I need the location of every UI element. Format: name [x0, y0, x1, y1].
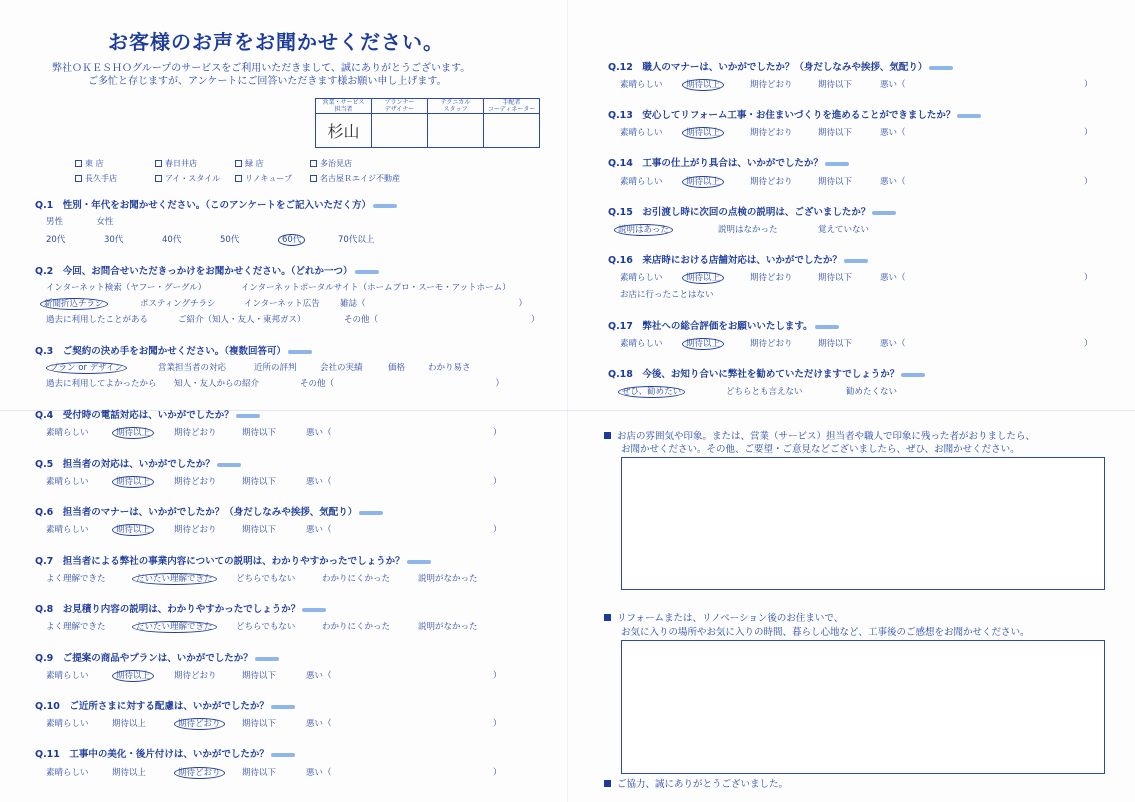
option[interactable]: 素晴らしい	[620, 80, 663, 90]
bullet-icon	[604, 614, 611, 621]
option[interactable]: 素晴らしい	[620, 273, 663, 283]
store-checkbox[interactable]: アイ・スタイル	[155, 173, 235, 184]
q18-options	[618, 385, 897, 397]
highlight-mark	[359, 511, 383, 515]
option[interactable]: 期待どおり	[750, 177, 793, 187]
option[interactable]: 素晴らしい	[620, 339, 663, 349]
q16-options-line2	[620, 288, 714, 300]
signature-text: 杉山	[327, 122, 360, 141]
comment1-prompt-line2: お聞かせください。その他、ご要望・ご意見などございましたら、ぜひ、お聞かせください。	[621, 444, 1020, 455]
highlight-mark	[872, 211, 896, 215]
intro-line-2: ご多忙と存じますが、アンケートにご回答いただきます様お願い申し上げます。	[88, 76, 447, 87]
option[interactable]: 期待以下	[242, 768, 277, 778]
question-q16: Q.16 来店時における店舗対応は、いかがでしたか？	[608, 252, 868, 266]
question-q18: Q.18 今後、お知り合いに弊社を勧めていただけますでしょうか？	[608, 366, 925, 380]
q2-options-line2	[40, 297, 527, 309]
option[interactable]: 期待以下	[242, 671, 277, 681]
option-selected[interactable]: 期待以上	[682, 176, 724, 188]
q15-options	[614, 223, 869, 235]
option-selected[interactable]: 期待以上	[682, 79, 724, 91]
intro-line-1: 弊社ＯＫＥＳＨＯグループのサービスをご利用いただきまして、誠にありがとうございます。	[52, 63, 471, 74]
comment2-prompt-line1: リフォームまたは、リノベーション後のお住まいで、	[604, 612, 843, 625]
option[interactable]: 悪い（ ）	[306, 525, 502, 535]
option-selected[interactable]: ぜひ、勧めたい	[618, 386, 685, 398]
option[interactable]: 素晴らしい	[620, 177, 663, 187]
q3-options-line1	[46, 361, 471, 373]
option[interactable]: 期待どおり	[750, 339, 793, 349]
highlight-mark	[255, 657, 279, 661]
option-selected[interactable]: プラン or デザイン	[46, 362, 127, 374]
option[interactable]: 期待以下	[818, 273, 853, 283]
staff-technical-value[interactable]	[428, 114, 484, 148]
option[interactable]: どちらでもない	[236, 574, 296, 584]
option[interactable]: 悪い（ ）	[306, 768, 502, 778]
option[interactable]: 期待以下	[242, 525, 277, 535]
option[interactable]: どちらとも言えない	[726, 387, 803, 397]
highlight-mark	[929, 66, 953, 70]
option[interactable]: 期待以上	[112, 768, 147, 778]
page-title: お客様のお声をお聞かせください。	[108, 30, 444, 54]
option[interactable]: 20代	[46, 235, 66, 245]
option-selected[interactable]: 期待以上	[112, 524, 154, 536]
option-selected[interactable]: 期待以上	[112, 427, 154, 439]
option[interactable]: 悪い（ ）	[880, 273, 1093, 283]
option[interactable]: 素晴らしい	[46, 719, 89, 729]
q14-options	[620, 175, 1093, 187]
highlight-mark	[271, 753, 295, 757]
option[interactable]: 期待どおり	[174, 428, 217, 438]
highlight-mark	[957, 114, 981, 118]
staff-header-planner: プランナー デザイナー	[372, 99, 428, 114]
option[interactable]: 悪い（ ）	[880, 128, 1093, 138]
highlight-mark	[355, 270, 379, 274]
option[interactable]: その他（ ）	[344, 315, 540, 325]
option-selected[interactable]: 期待どおり	[174, 767, 225, 779]
option[interactable]: 素晴らしい	[46, 428, 89, 438]
option-selected[interactable]: だいたい理解できた	[132, 621, 217, 633]
option[interactable]: インターネット広告	[244, 299, 320, 309]
option[interactable]: インターネット検索（ヤフー・グーグル）	[46, 283, 207, 293]
staff-planner-value[interactable]	[372, 114, 428, 148]
option[interactable]: ご紹介（知人・友人・東邦ガス）	[178, 315, 306, 325]
store-checkbox[interactable]: 名古屋Ｒエイジ不動産	[310, 173, 420, 184]
option-selected[interactable]: 期待以上	[682, 127, 724, 139]
store-checkbox[interactable]: 春日井店	[155, 158, 235, 169]
highlight-mark	[288, 350, 312, 354]
comment2-textarea[interactable]	[621, 640, 1105, 774]
bullet-icon	[604, 432, 611, 439]
option[interactable]: 悪い（ ）	[306, 428, 502, 438]
option-selected[interactable]: 期待以上	[112, 476, 154, 488]
question-q12: Q.12 職人のマナーは、いかがでしたか？（身だしなみや挨拶、気配り）	[608, 59, 953, 73]
option[interactable]: 悪い（ ）	[880, 80, 1093, 90]
option[interactable]: 覚えていない	[818, 225, 870, 235]
option-selected[interactable]: 期待以上	[112, 670, 154, 682]
highlight-mark	[901, 373, 925, 377]
question-q17: Q.17 弊社への総合評価をお願いいたします。	[608, 318, 839, 332]
question-q4: Q.4 受付時の電話対応は、いかがでしたか？	[35, 407, 260, 421]
store-checkbox[interactable]: 東 店	[75, 158, 155, 169]
option[interactable]: わかりにくかった	[322, 622, 391, 632]
comment1-textarea[interactable]	[621, 457, 1105, 590]
question-q5: Q.5 担当者の対応は、いかがでしたか？	[35, 456, 241, 470]
q16-options	[620, 271, 1093, 283]
store-checkbox[interactable]: 緑 店	[235, 158, 310, 169]
staff-header-coordinator: 手配者 コーディネーター	[484, 99, 540, 114]
question-q2: Q.2 今回、お問合せいただきっかけをお聞かせください。（どれか一つ）	[35, 263, 379, 277]
q5-options	[46, 475, 502, 487]
option[interactable]: 女性	[96, 217, 114, 227]
option[interactable]: 70代以上	[338, 235, 375, 245]
option[interactable]: 期待以下	[242, 719, 277, 729]
option[interactable]: 50代	[220, 235, 240, 245]
q4-options	[46, 426, 502, 438]
comment1-prompt-line1: お店の雰囲気や印象。または、営業（サービス）担当者や職人で印象に残った者がおりましたら、	[604, 430, 1035, 443]
q1-options-gender	[46, 215, 113, 227]
option-selected[interactable]: 新聞折込チラシ	[40, 298, 108, 310]
question-q10: Q.10 ご近所さまに対する配慮は、いかがでしたか？	[35, 698, 295, 712]
option[interactable]: 素晴らしい	[46, 477, 89, 487]
q8-options	[46, 620, 478, 632]
option-selected[interactable]: 説明はあった	[614, 224, 673, 236]
option[interactable]: 近所の評判	[254, 363, 297, 373]
bullet-icon	[604, 780, 611, 787]
option[interactable]: 期待以下	[818, 339, 853, 349]
option[interactable]: 説明がなかった	[418, 574, 478, 584]
option-selected[interactable]: 期待以上	[682, 272, 724, 284]
staff-coordinator-value[interactable]	[484, 114, 540, 148]
option[interactable]: 期待どおり	[750, 80, 793, 90]
staff-table	[315, 98, 540, 148]
option[interactable]: インターネットポータルサイト（ホームプロ・スーモ・アットホーム）	[241, 283, 511, 293]
highlight-mark	[236, 414, 260, 418]
question-q13: Q.13 安心してリフォーム工事・お住まいづくりを進めることができましたか？	[608, 107, 981, 121]
footer-thanks: ご協力、誠にありがとうございました。	[604, 778, 788, 791]
option[interactable]: 悪い（ ）	[306, 719, 502, 729]
staff-sales-value[interactable]	[316, 114, 372, 148]
option[interactable]: 過去に利用したことがある	[46, 315, 149, 325]
fold-line-vertical	[567, 0, 568, 802]
question-q8: Q.8 お見積り内容の説明は、わかりやすかったでしょうか？	[35, 601, 326, 615]
highlight-mark	[271, 705, 295, 709]
highlight-mark	[407, 560, 431, 564]
option[interactable]: よく理解できた	[46, 622, 106, 632]
option[interactable]: 期待以下	[242, 477, 277, 487]
question-q3: Q.3 ご契約の決め手をお聞かせください。（複数回答可）	[35, 343, 312, 357]
option[interactable]: 40代	[162, 235, 182, 245]
store-checkboxes	[75, 158, 420, 184]
q1-options-age	[46, 233, 374, 245]
q2-options-line3	[46, 313, 540, 325]
store-checkbox[interactable]: リノキューブ	[235, 173, 310, 184]
option[interactable]: わかり易さ	[428, 363, 471, 373]
q17-options	[620, 337, 1093, 349]
option[interactable]: 期待以下	[242, 428, 277, 438]
option[interactable]: 素晴らしい	[46, 525, 89, 535]
option[interactable]: 説明はなかった	[718, 225, 778, 235]
option[interactable]: 期待以下	[818, 80, 853, 90]
option[interactable]: 説明がなかった	[418, 622, 478, 632]
highlight-mark	[844, 259, 868, 263]
option[interactable]: 期待どおり	[750, 128, 793, 138]
option[interactable]: 期待以下	[818, 128, 853, 138]
q2-options-line1	[46, 281, 511, 293]
option[interactable]: 価格	[388, 363, 406, 373]
option[interactable]: 期待以下	[818, 177, 853, 187]
option[interactable]: 悪い（ ）	[880, 177, 1093, 187]
option[interactable]: 期待どおり	[174, 525, 217, 535]
option[interactable]: 素晴らしい	[46, 671, 89, 681]
highlight-mark	[302, 608, 326, 612]
question-q7: Q.7 担当者による弊社の事業内容についての説明は、わかりやすかったでしょうか？	[35, 553, 431, 567]
option[interactable]: その他（ ）	[300, 379, 505, 389]
option[interactable]: 勧めたくない	[846, 387, 898, 397]
option[interactable]: 雑誌（ ）	[340, 299, 528, 309]
q12-options	[620, 78, 1093, 90]
comment2-prompt-line2: お気に入りの場所やお気に入りの時間、暮らし心地など、工事後のご感想をお聞かせください。	[621, 627, 1030, 638]
staff-header-technical: テクニカル スタッフ	[428, 99, 484, 114]
question-q11: Q.11 工事中の美化・後片付けは、いかがでしたか？	[35, 746, 295, 760]
option[interactable]: 素晴らしい	[46, 768, 89, 778]
store-checkbox[interactable]: 多治見店	[310, 158, 420, 169]
option[interactable]: 期待どおり	[750, 273, 793, 283]
option-selected[interactable]: 期待以上	[682, 338, 724, 350]
option[interactable]: どちらでもない	[236, 622, 296, 632]
store-checkbox[interactable]: 長久手店	[75, 173, 155, 184]
question-q15: Q.15 お引渡し時に次回の点検の説明は、ございましたか？	[608, 204, 896, 218]
option[interactable]: 悪い（ ）	[880, 339, 1093, 349]
option-selected[interactable]: 60代	[278, 234, 305, 246]
q11-options	[46, 766, 502, 778]
highlight-mark	[373, 204, 397, 208]
option[interactable]: 素晴らしい	[620, 128, 663, 138]
option[interactable]: 期待どおり	[174, 477, 217, 487]
option[interactable]: 営業担当者の対応	[158, 363, 227, 373]
option[interactable]: わかりにくかった	[322, 574, 391, 584]
option[interactable]: 知人・友人からの紹介	[174, 379, 260, 389]
highlight-mark	[815, 325, 839, 329]
option-selected[interactable]: 期待どおり	[174, 718, 225, 730]
q7-options	[46, 572, 478, 584]
highlight-mark	[217, 463, 241, 467]
option[interactable]: 期待以上	[112, 719, 147, 729]
question-q9: Q.9 ご提案の商品やプランは、いかがでしたか？	[35, 650, 279, 664]
option-selected[interactable]: だいたい理解できた	[132, 573, 217, 585]
question-q1: Q.1 性別・年代をお聞かせください。（このアンケートをご記入いただく方）	[35, 197, 397, 211]
question-q6: Q.6 担当者のマナーは、いかがでしたか？（身だしなみや挨拶、気配り）	[35, 504, 383, 518]
option[interactable]: 悪い（ ）	[306, 477, 502, 487]
option[interactable]: よく理解できた	[46, 574, 106, 584]
highlight-mark	[825, 162, 849, 166]
q13-options	[620, 126, 1093, 138]
q10-options	[46, 717, 502, 729]
option[interactable]: 過去に利用してよかったから	[46, 379, 157, 389]
option[interactable]: お店に行ったことはない	[620, 290, 714, 300]
q6-options	[46, 523, 502, 535]
option[interactable]: 期待どおり	[174, 671, 217, 681]
option[interactable]: 30代	[104, 235, 124, 245]
q9-options	[46, 669, 502, 681]
option[interactable]: 会社の実績	[320, 363, 363, 373]
staff-header-sales: 営業・サービス 担当者	[316, 99, 372, 114]
question-q14: Q.14 工事の仕上がり具合は、いかがでしたか？	[608, 155, 849, 169]
option[interactable]: ポスティングチラシ	[140, 299, 216, 309]
option[interactable]: 男性	[46, 217, 64, 227]
option[interactable]: 悪い（ ）	[306, 671, 502, 681]
q3-options-line2	[46, 377, 504, 389]
